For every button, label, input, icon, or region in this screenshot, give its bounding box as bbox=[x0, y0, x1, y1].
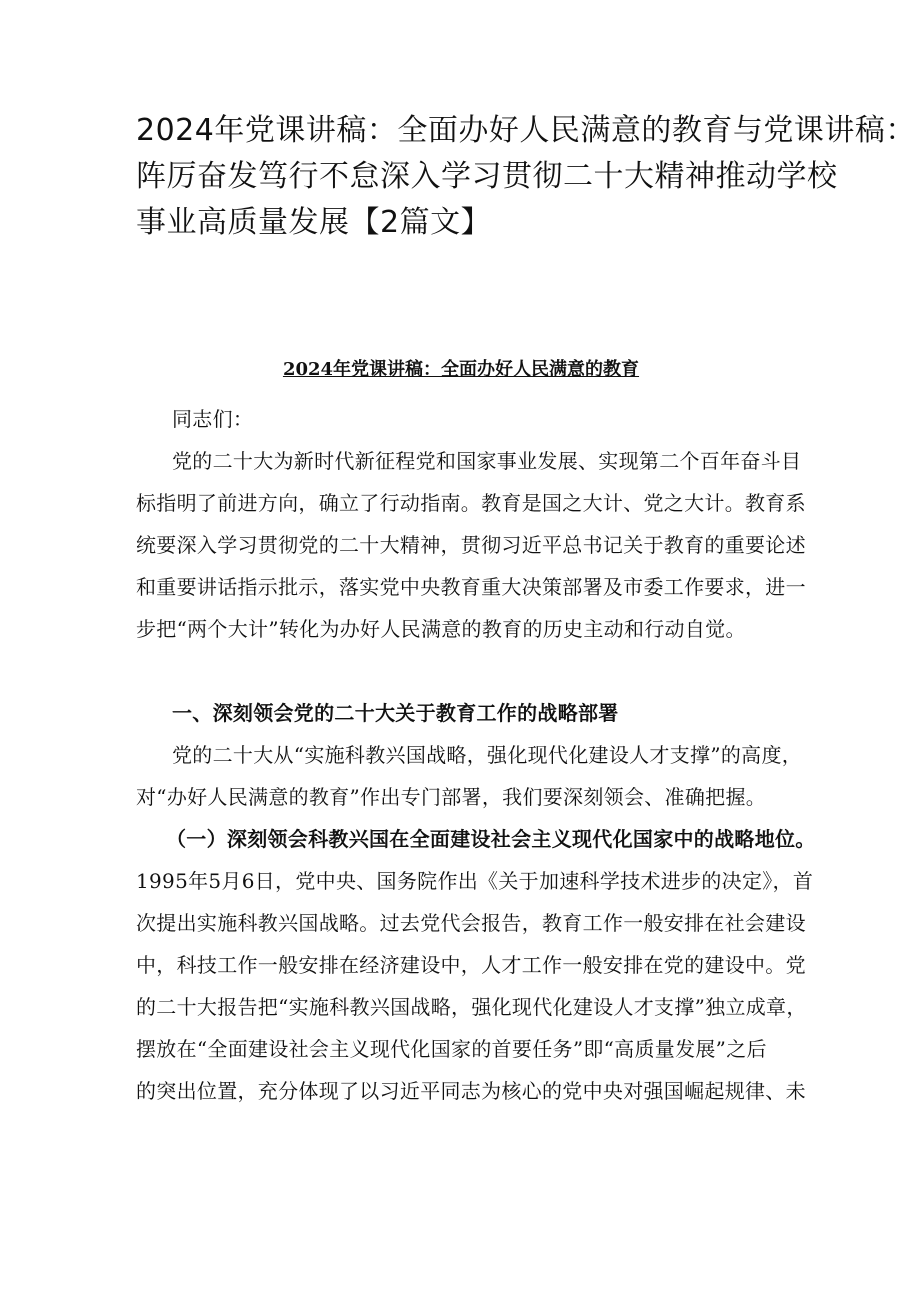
paragraph-line: 步把“两个大计”转化为办好人民满意的教育的历史主动和行动自觉。 bbox=[136, 617, 746, 641]
paragraph-line: 的二十大报告把“实施科教兴国战略，强化现代化建设人才支撑”独立成章， bbox=[136, 995, 807, 1019]
paragraph-2 bbox=[136, 734, 803, 818]
greeting-text: 同志们： bbox=[172, 407, 254, 431]
title-line-3: 事业高质量发展【2篇文】 bbox=[136, 205, 492, 240]
paragraph-1 bbox=[136, 440, 806, 650]
paragraph-line: 统要深入学习贯彻党的二十大精神，贯彻习近平总书记关于教育的重要论述 bbox=[136, 533, 806, 557]
paragraph-line: 标指明了前进方向，确立了行动指南。教育是国之大计、党之大计。教育系 bbox=[136, 491, 806, 515]
title-line-1: 2024年党课讲稿：全面办好人民满意的教育与党课讲稿： bbox=[136, 113, 916, 148]
heading-1 bbox=[136, 692, 832, 734]
subheading-1-text: （一）深刻领会科教兴国在全面建设社会主义现代化国家中的战略地位。 bbox=[166, 827, 816, 851]
paragraph-line: 摆放在“全面建设社会主义现代化国家的首要任务”即“高质量发展”之后 bbox=[136, 1037, 767, 1061]
heading-1-text: 一、深刻领会党的二十大关于教育工作的战略部署 bbox=[172, 701, 619, 725]
paragraph-line: 中，科技工作一般安排在经济建设中，人才工作一般安排在党的建设中。党 bbox=[136, 953, 806, 977]
paragraph-line: 和重要讲话指示批示，落实党中央教育重大决策部署及市委工作要求，进一 bbox=[136, 575, 806, 599]
paragraph-line: 党的二十大从“实施科教兴国战略，强化现代化建设人才支撑”的高度， bbox=[172, 743, 803, 767]
paragraph-line: 党的二十大为新时代新征程党和国家事业发展、实现第二个百年奋斗目 bbox=[172, 449, 802, 473]
section-title: 2024年党课讲稿：全面办好人民满意的教育 bbox=[282, 359, 640, 380]
title-line-2: 阵厉奋发笃行不怠深入学习贯彻二十大精神推动学校 bbox=[136, 159, 838, 194]
paragraph-3 bbox=[136, 860, 814, 1112]
paragraph-line: 次提出实施科教兴国战略。过去党代会报告，教育工作一般安排在社会建设 bbox=[136, 911, 806, 935]
document-title bbox=[136, 108, 916, 246]
greeting bbox=[136, 398, 832, 440]
paragraph-line: 1995年5月6日，党中央、国务院作出《关于加速科学技术进步的决定》，首 bbox=[136, 869, 814, 893]
subheading-1 bbox=[136, 818, 826, 860]
paragraph-line: 对“办好人民满意的教育”作出专门部署，我们要深刻领会、准确把握。 bbox=[136, 785, 767, 809]
paragraph-line: 的突出位置，充分体现了以习近平同志为核心的党中央对强国崛起规律、未 bbox=[136, 1079, 806, 1103]
